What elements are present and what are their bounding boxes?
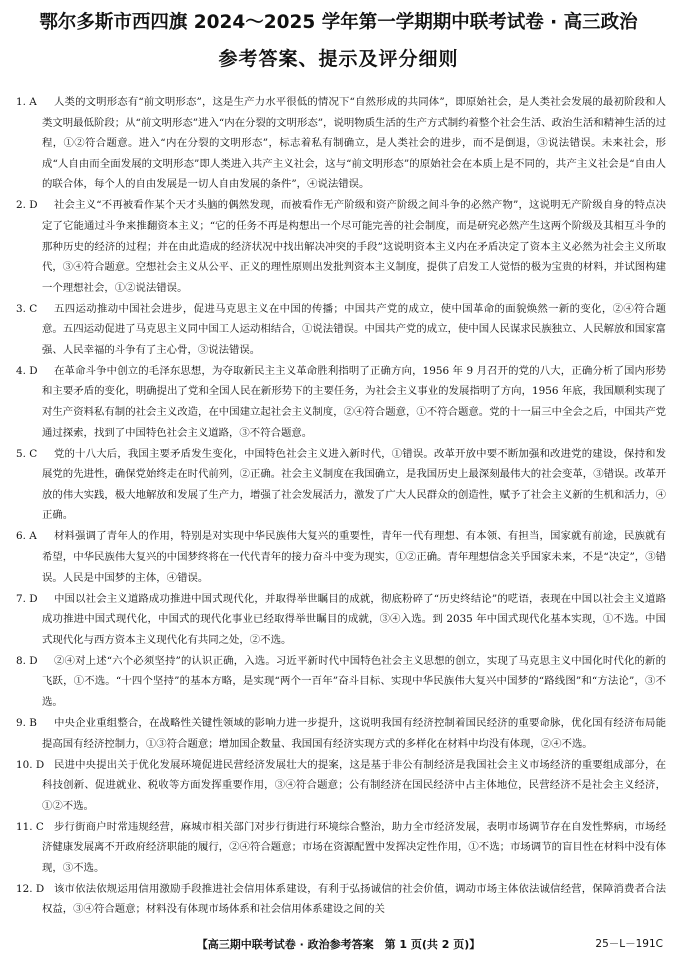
item-number: 11. C <box>16 820 44 833</box>
item-explanation: 材料强调了青年人的作用，特别是对实现中华民族伟大复兴的重要性，青年一代有理想、有本领、有担当，国家就有前途，民族就有希望，中华民族伟大复兴的中国梦终将在一代代青年的接力奋斗中变为现实，①②正确。青年理想信念关乎国家未来，不是“决定”，③错误。人民是中国梦的主体，④错误。 <box>42 530 666 584</box>
item-number: 4. D <box>16 364 38 377</box>
document-title: 鄂尔多斯市西四旗 2024～2025 学年第一学期期中联考试卷 · 高三政治 <box>39 12 638 33</box>
answer-item-7 <box>16 589 666 651</box>
item-number: 10. D <box>16 758 45 771</box>
answer-item-5 <box>16 444 666 526</box>
answer-item-9 <box>16 713 666 754</box>
item-explanation: 党的十八大后，我国主要矛盾发生变化，中国特色社会主义进入新时代，①错误。改革开放中要不断加强和改进党的建设，保持和发展党的先进性，确保党始终走在时代前列，②正确。社会主义制度在我国确立，是我国历史上最深刻最伟大的社会变革，③错误。改革开放的伟大实践，极大地解放和发展了生产力，增强了社会发展活力，激发了广大人民群众的创造性，赋予了社会主义新的生机和活力，④正确。 <box>42 447 666 522</box>
item-number: 2. D <box>16 199 38 212</box>
page-footer <box>0 936 677 956</box>
document-subtitle: 参考答案、提示及评分细则 <box>218 48 459 70</box>
answer-item-12 <box>16 879 666 920</box>
answer-item-4 <box>16 361 666 443</box>
answer-item-10 <box>16 755 666 817</box>
item-explanation: 在革命斗争中创立的毛泽东思想，为夺取新民主主义革命胜利指明了正确方向，1956 年 9 月召开的党的八大，正确分析了国内形势和主要矛盾的变化，明确提出了党和全国人民在新形势下的主要任务，为社会主义事业的发展指明了方向，1956 年底，我国顺利实现了对生产资料私有制的社会主义改造，在中国建立起社会主义制度，②④符合题意，①不符合题意。党的十一届三中全会之后，中国共产党通过探索，找到了中国特色社会主义道路，③不符合题意。 <box>42 364 666 439</box>
item-explanation: 中央企业重组整合，在战略性关键性领域的影响力进一步提升，这说明我国有经济控制着国民经济的重要命脉，优化国有经济布局能提高国有经济控制力，①③符合题意；增加国企数量、我国国有经济实现方式的多样化在材料中均没有体现，②④不选。 <box>42 716 666 750</box>
item-number: 1. A <box>16 96 37 108</box>
item-explanation: 五四运动推动中国社会进步，促进马克思主义在中国的传播；中国共产党的成立，使中国革命的面貌焕然一新的变化，②④符合题意。五四运动促进了马克思主义同中国工人运动相结合，①说法错误。中国共产党的成立，使中国人民谋求民族独立、人民解放和国家富强、人民幸福的斗争有了主心骨，③说法错误。 <box>42 302 666 356</box>
answer-item-8 <box>16 651 666 713</box>
item-explanation: 中国以社会主义道路成功推进中国式现代化，并取得举世瞩目的成就，彻底粉碎了“历史终结论”的呓语，表现在中国以社会主义道路成功推进中国式现代化，中国式的现代化事业已经取得举世瞩目的成就，③④入选。到 2035 年中国式现代化基本实现，①不选。中国式现代化与西方资本主义现代化有共同之处，②不选。 <box>42 592 666 646</box>
footer-page-label: 【高三期中联考试卷 · 政治参考答案 第 1 页(共 2 页)】 <box>196 938 481 951</box>
item-number: 3. C <box>16 302 38 315</box>
item-number: 12. D <box>16 882 45 895</box>
item-explanation: 步行街商户时常违规经营，麻城市相关部门对步行街进行环境综合整治，助力全市经济发展，表明市场调节存在自发性弊病，市场经济健康发展离不开政府经济职能的履行，②④符合题意；市场在资源配置中发挥决定性作用，①不选；市场调节的盲目性在材料中没有体现，③不选。 <box>42 820 666 874</box>
answer-item-2 <box>16 195 666 298</box>
item-number: 7. D <box>16 592 38 605</box>
item-number: 8. D <box>16 654 38 667</box>
item-number: 6. A <box>16 530 37 543</box>
answer-item-11 <box>16 817 666 879</box>
footer-paper-code: 25－L－191C <box>595 938 663 950</box>
answer-list <box>16 92 666 920</box>
item-explanation: 人类的文明形态有“前文明形态”，这是生产力水平很低的情况下“自然形成的共同体”，即原始社会，是人类社会发展的最初阶段和人类文明最低阶段；从“前文明形态”进入“内在分裂的文明形态”，说明物质生活的生产方式制约着整个社会生活、政治生活和精神生活的过程，①②符合题意。进入“内在分裂的文明形态”，标志着私有制确立，是人类社会的进步，而不是倒退，③说法错误。未来社会，形成“人自由而全面发展的文明形态”即人类进入共产主义社会，这与“前文明形态”的原始社会在本质上是不同的，共产主义社会是“自由人的联合体，每个人的自由发展是一切人自由发展的条件”，④说法错误。 <box>42 96 666 191</box>
item-explanation: 民进中央提出关于优化发展环境促进民营经济发展壮大的提案，这是基于非公有制经济是我国社会主义市场经济的重要组成部分，在科技创新、促进就业、税收等方面发挥重要作用，③④符合题意；公有制经济在国民经济中占主体地位，民营经济不是社会主义经济，①②不选。 <box>42 758 666 812</box>
item-explanation: ②④对上述“六个必须坚持”的认识正确，入选。习近平新时代中国特色社会主义思想的创立，实现了马克思主义中国化时代化的新的飞跃，①不选。“十四个坚持”的基本方略，是实现“两个一百年”奋斗目标、实现中华民族伟大复兴中国梦的“路线图”和“方法论”，③不选。 <box>42 654 666 708</box>
answer-item-6 <box>16 526 666 588</box>
item-number: 9. B <box>16 716 37 729</box>
item-number: 5. C <box>16 447 38 460</box>
answer-item-3 <box>16 299 666 361</box>
answer-item-1 <box>16 92 666 195</box>
item-explanation: 该市依法依规运用信用激励手段推进社会信用体系建设，有利于弘扬诚信的社会价值，调动市场主体依法诚信经营，保障消费者合法权益，③④符合题意；材料没有体现市场体系和社会信用体系建设之间的关 <box>42 882 666 916</box>
item-explanation: 社会主义“不再被看作某个天才头脑的偶然发现，而被看作无产阶级和资产阶级之间斗争的必然产物”，这说明无产阶级自身的特点决定了它能通过斗争来推翻资本主义；“它的任务不再是构想出一个尽可能完善的社会制度，而是研究必然产生这两个阶级及其相互斗争的那种历史的经济的过程；并在由此造成的经济状况中找出解决冲突的手段”这说明资本主义内在矛盾决定了资本主义必然为社会主义所取代，③④符合题意。空想社会主义从公平、正义的理性原则出发批判资本主义制度，提供了启发工人觉悟的极为宝贵的材料，并试图构建一个理想社会，①②说法错误。 <box>42 199 666 294</box>
